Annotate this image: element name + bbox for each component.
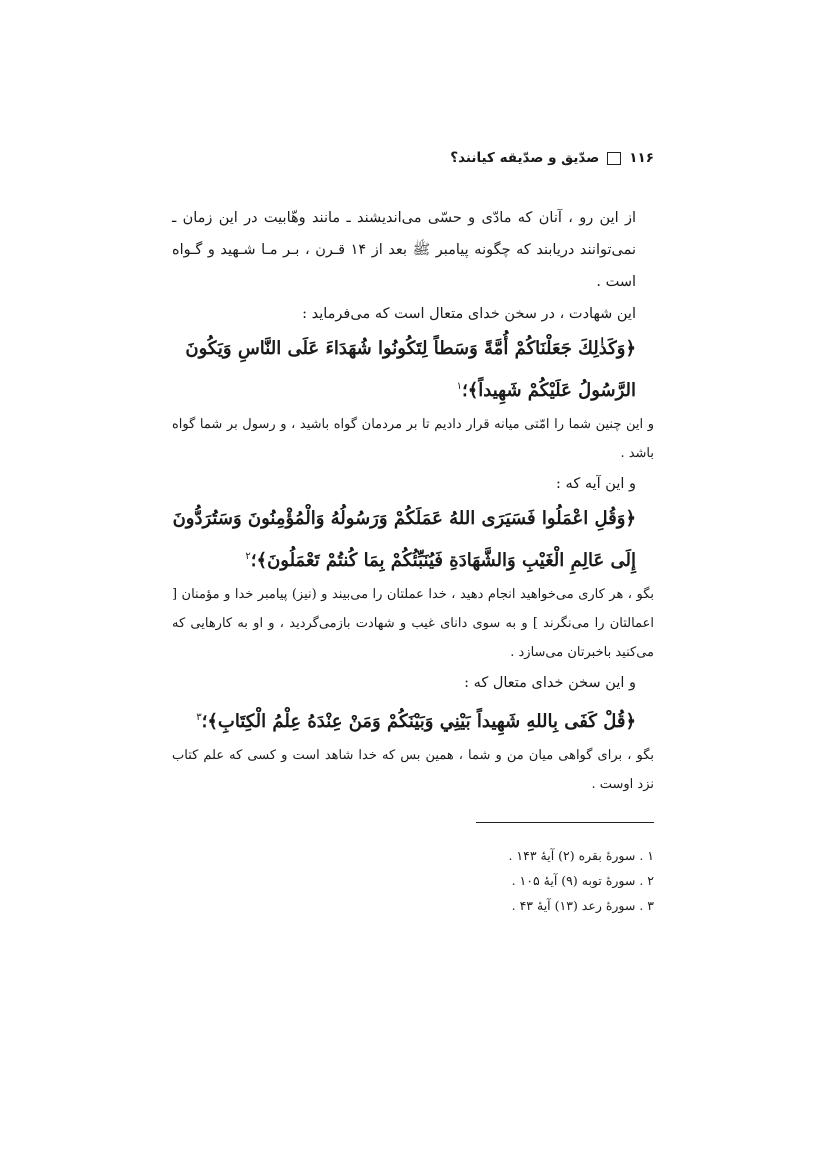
footnote-marker: ۲: [245, 551, 251, 562]
main-text: [172, 202, 654, 799]
quran-verse-3: [172, 699, 654, 741]
running-title: صدّیق و صدّیقه کیانند؟: [450, 150, 600, 166]
footnote-item: ۲ . سورهٔ توبه (۹) آیهٔ ۱۰۵ .: [511, 873, 654, 888]
verse-intro-2: و این آیه که :: [556, 476, 636, 492]
footnotes: [354, 843, 654, 918]
verse-intro-3: و این سخن خدای متعال که :: [464, 675, 636, 691]
footnote-item: ۳ . سورهٔ رعد (۱۳) آیهٔ ۴۳ .: [511, 898, 654, 913]
verse-text: ﴿وَقُلِ اعْمَلُوا فَسَيَرَى اللهُ عَمَلَكُمْ وَرَسُولُهُ وَالْمُؤْمِنُونَ وَسَتُرَدُّونَ إِلَى عَالِمِ الْغَيْبِ وَالشَّهَادَةِ فَيُنَبِّئُكُمْ بِمَا كُنتُمْ تَعْمَلُونَ﴾؛: [172, 508, 636, 571]
verse-text: ﴿قُلْ كَفَى بِاللهِ شَهِيداً بَيْنِي وَبَيْنَكُمْ وَمَنْ عِنْدَهُ عِلْمُ الْكِتَابِ﴾؛: [201, 711, 636, 732]
square-ornament-icon: [607, 152, 621, 165]
verse-intro-1: این شهادت ، در سخن خدای متعال است که می‌فرماید :: [302, 306, 636, 322]
verse-translation-1: و این چنین شما را امّتی میانه قرار دادیم تا بر مردمان گواه باشید ، و رسول بر شما گواه باشد .: [172, 417, 654, 461]
quran-verse-1: [172, 330, 654, 410]
verse-translation-3: بگو ، برای گواهی میان من و شما ، همین بس که خدا شاهد است و کسی که علم کتاب نزد اوست .: [172, 748, 654, 792]
footnote-divider: [476, 822, 654, 823]
verse-text: ﴿وَكَذٰلِكَ جَعَلْنَاكُمْ أُمَّةً وَسَطاً لِتَكُونُوا شُهَدَاءَ عَلَى النَّاسِ وَيَكُونَ الرَّسُولُ عَلَيْكُمْ شَهِيداً﴾؛: [185, 338, 636, 401]
footnote-marker: ۳: [196, 712, 202, 723]
footnote-marker: ۱: [456, 381, 462, 392]
quran-verse-2: [172, 500, 654, 580]
page-number: ۱۱۶: [629, 150, 654, 166]
paragraph-intro: از این رو ، آنان که مادّی و حسّی می‌اندیشند ـ مانند وهّابیت در این زمان ـ نمی‌توانند دریابند که چگونه پیامبر ﷺ بعد از ۱۴ قـرن ، بـر مـا شـهید و گـواه است .: [172, 210, 637, 290]
footnote-item: ۱ . سورهٔ بقره (۲) آیهٔ ۱۴۳ .: [508, 848, 654, 863]
verse-translation-2: بگو ، هر کاری می‌خواهید انجام دهید ، خدا عملتان را می‌بیند و (نیز) پیامبر خدا و مؤمنان [ اعمالتان را می‌نگرند ] و به سوی دانای غیب و شهادت بازمی‌گردید ، و او به کارهایی که می‌کنید باخبرتان می‌سازد .: [172, 587, 654, 660]
page-header: [174, 150, 654, 166]
